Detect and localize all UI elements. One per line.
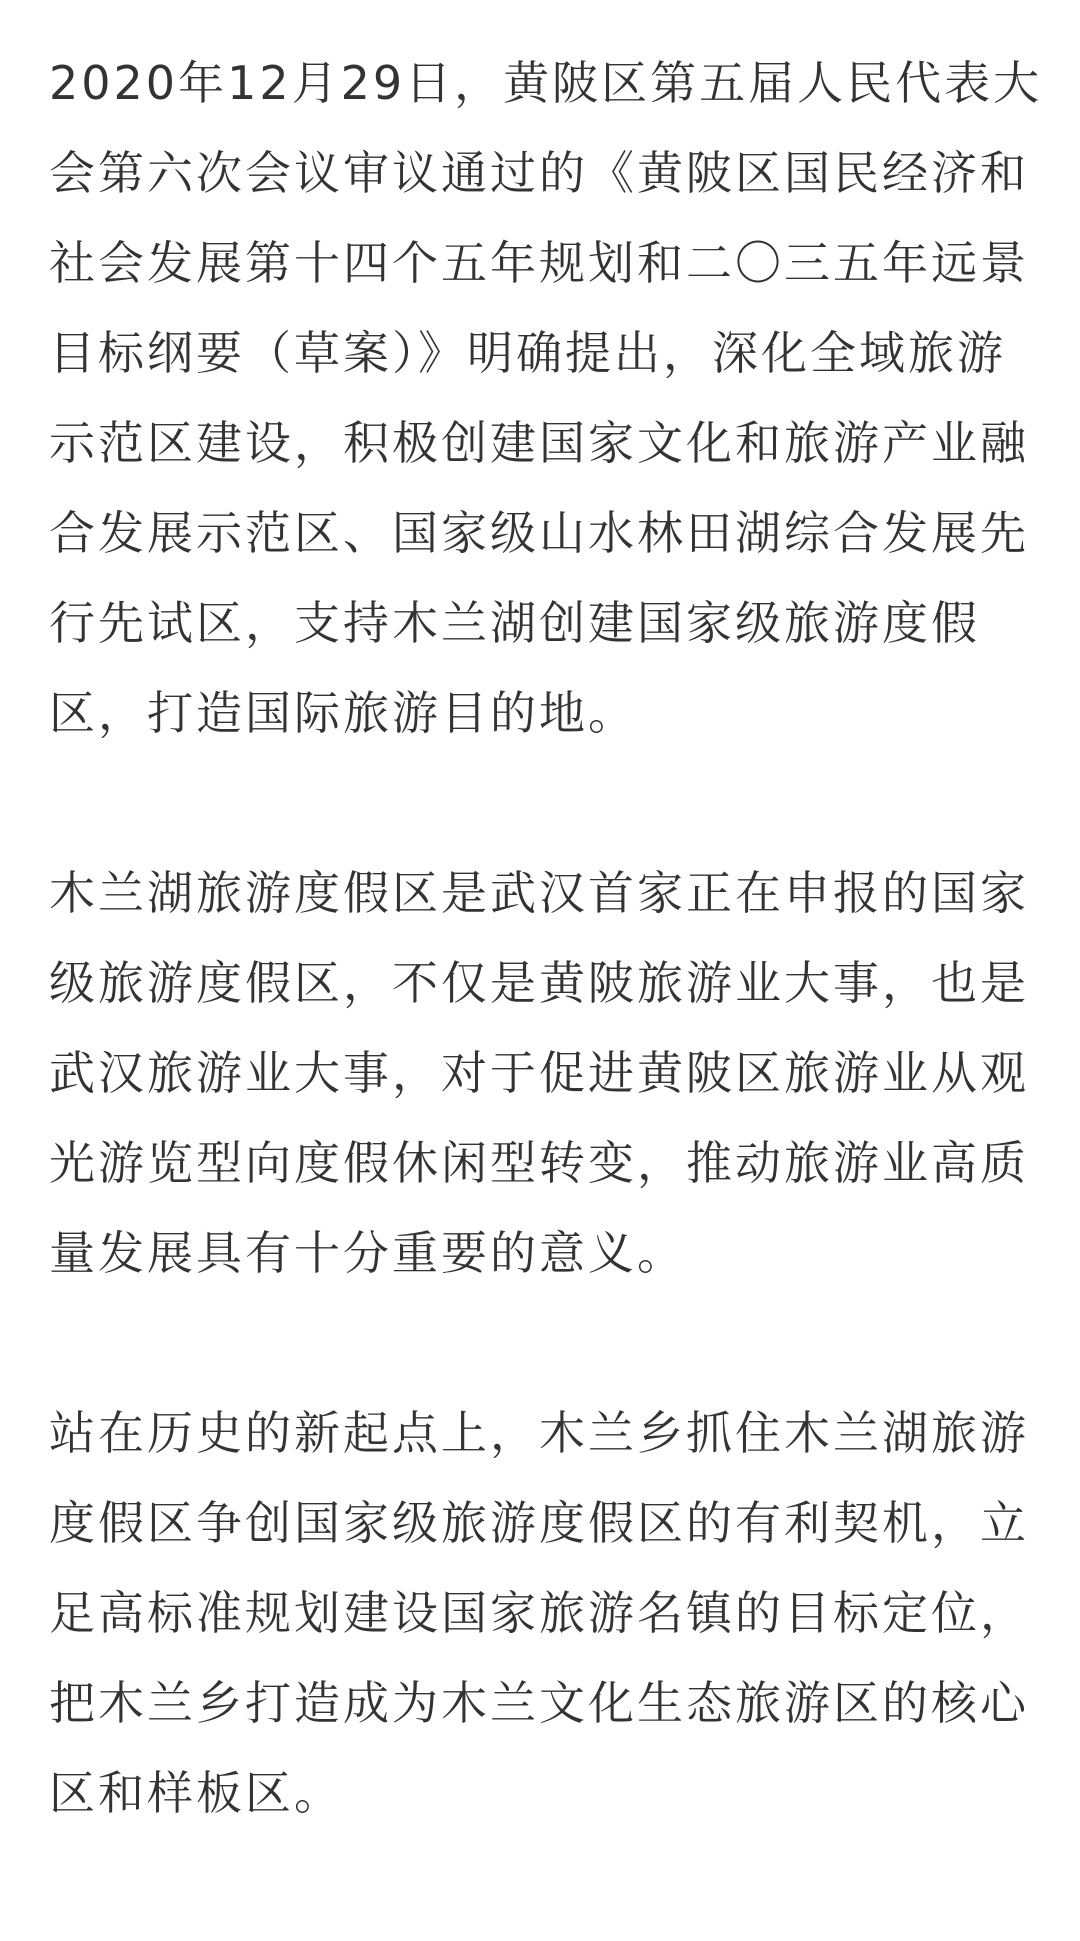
text-line: 2020年12月29日，黄陂区第五届人民代表大 (49, 56, 1043, 110)
article-body (49, 38, 1043, 1838)
text-line: 区和样板区。 (49, 1766, 343, 1820)
text-line: 足高标准规划建设国家旅游名镇的目标定位， (49, 1586, 1029, 1640)
text-line: 量发展具有十分重要的意义。 (49, 1226, 686, 1280)
text-line: 目标纲要（草案）》明确提出，深化全域旅游 (49, 326, 1006, 380)
text-line: 木兰湖旅游度假区是武汉首家正在申报的国家 (49, 866, 1029, 920)
text-line: 武汉旅游业大事，对于促进黄陂区旅游业从观 (49, 1046, 1029, 1100)
text-line: 示范区建设，积极创建国家文化和旅游产业融 (49, 416, 1029, 470)
text-line: 把木兰乡打造成为木兰文化生态旅游区的核心 (49, 1676, 1029, 1730)
text-line: 度假区争创国家级旅游度假区的有利契机，立 (49, 1496, 1029, 1550)
text-line: 合发展示范区、国家级山水林田湖综合发展先 (49, 506, 1029, 560)
text-line: 光游览型向度假休闲型转变，推动旅游业高质 (49, 1136, 1029, 1190)
text-line: 站在历史的新起点上，木兰乡抓住木兰湖旅游 (49, 1406, 1029, 1460)
text-line: 社会发展第十四个五年规划和二〇三五年远景 (49, 236, 1029, 290)
paragraph-3 (49, 1388, 1033, 1838)
paragraph-2 (49, 848, 1033, 1298)
text-line: 行先试区，支持木兰湖创建国家级旅游度假 (49, 596, 980, 650)
text-line: 会第六次会议审议通过的《黄陂区国民经济和 (49, 146, 1029, 200)
text-line: 区，打造国际旅游目的地。 (49, 686, 637, 740)
paragraph-1 (49, 38, 1043, 758)
text-line: 级旅游度假区，不仅是黄陂旅游业大事，也是 (49, 956, 1029, 1010)
